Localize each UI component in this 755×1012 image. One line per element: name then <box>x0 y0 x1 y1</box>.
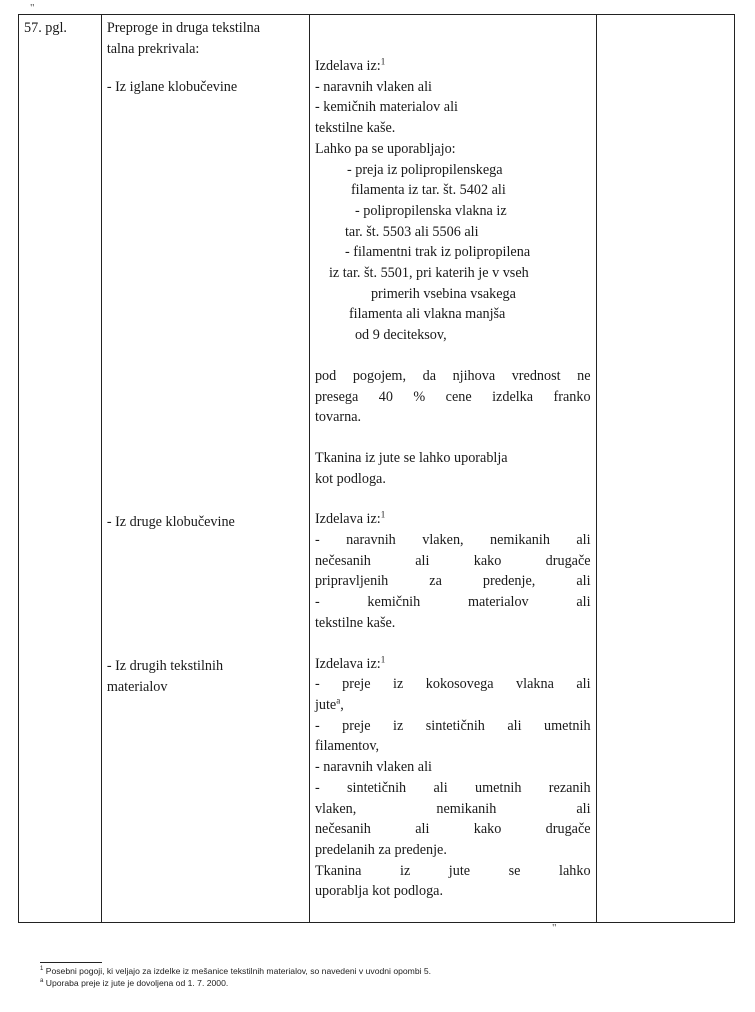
description-title-line-1: Preproge in druga tekstilna <box>106 20 261 36</box>
footnote-ref-1: 1 <box>380 56 386 67</box>
block1-indented-line: od 9 deciteksov, <box>354 327 447 344</box>
block3-line: nečesanih ali kako drugače <box>314 821 591 838</box>
block2-line: pripravljenih za predenje, ali <box>314 573 591 590</box>
subheading-other-felt: - Iz druge klobučevine <box>106 514 235 531</box>
block3-line: jute$^a$, <box>314 695 344 713</box>
block1-indented-line: filamenta ali vlakna manjša <box>348 306 506 323</box>
block3-line: Tkanina iz jute se lahko <box>314 862 591 879</box>
block2-intro: Izdelava iz:$^1$ <box>314 509 386 528</box>
table-row <box>19 15 735 923</box>
block1-indented-line: - filamentni trak iz polipropilena <box>344 244 531 261</box>
footnotes <box>40 965 730 989</box>
block1-line: - kemičnih materialov ali <box>314 99 458 116</box>
subheading-other-textiles-line-2: materialov <box>106 678 168 695</box>
block1-indented-line: - preja iz polipropilenskega <box>346 161 503 178</box>
block1-indented-line: iz tar. št. 5501, pri katerih je v vseh <box>328 265 529 282</box>
subheading-other-textiles-line-1: - Iz drugih tekstilnih <box>106 657 224 674</box>
block3-line: predelanih za predenje. <box>314 841 447 858</box>
footnote-1: $^1$ Posebni pogoji, ki veljajo za izdelke iz mešanice tekstilnih materialov, so navedeni v uvodni opombi 5. <box>40 966 432 976</box>
closing-quote-mark: " <box>552 922 557 934</box>
footnote-ref-a: a <box>336 695 341 706</box>
block1-indented-line: - polipropilenska vlakna iz <box>354 202 507 219</box>
heading-number: 57. pgl. <box>24 20 67 36</box>
block3-intro: Izdelava iz:$^1$ <box>314 653 386 672</box>
block2-line: - kemičnih materialov ali <box>314 594 591 611</box>
rules-cell <box>309 15 596 923</box>
description-title-line-2: talna prekrivala: <box>106 40 200 57</box>
block3-line: uporablja kot podloga. <box>314 883 444 900</box>
block3-line: - sintetičnih ali umetnih rezanih <box>314 779 591 796</box>
block1-jute-line: kot podloga. <box>314 470 386 487</box>
rules-table <box>18 14 735 923</box>
block3-line: - preje iz kokosovega vlakna ali <box>314 676 591 693</box>
footnote-ref-1: 1 <box>380 509 386 520</box>
subheading-needled-felt: - Iz iglane klobučevine <box>106 79 238 96</box>
block1-line: - naravnih vlaken ali <box>314 78 432 95</box>
block2-line: - naravnih vlaken, nemikanih ali <box>314 532 591 549</box>
footnote-ref-1: 1 <box>380 653 386 664</box>
block3-line: filamentov, <box>314 738 380 755</box>
block2-line: nečesanih ali kako drugače <box>314 552 591 569</box>
heading-cell <box>19 15 102 923</box>
footnote-divider <box>40 962 102 963</box>
block3-line: - preje iz sintetičnih ali umetnih <box>314 717 591 734</box>
description-cell <box>101 15 309 923</box>
footnote-a: $^a$ Uporaba preje iz jute je dovoljena od 1. 7. 2000. <box>40 978 229 988</box>
block1-condition-line: presega 40 % cene izdelka franko <box>314 388 591 405</box>
block2-line: tekstilne kaše. <box>314 614 396 631</box>
block3-line: vlaken, nemikanih ali <box>314 800 591 817</box>
block1-line: Lahko pa se uporabljajo: <box>314 140 456 157</box>
block1-condition-line: tovarna. <box>314 409 362 426</box>
block1-indented-line: filamenta iz tar. št. 5402 ali <box>350 182 506 199</box>
block1-intro: Izdelava iz:$^1$ <box>314 56 386 74</box>
block1-condition-line: pod pogojem, da njihova vrednost ne <box>314 367 591 384</box>
alternative-rules-cell <box>596 15 734 923</box>
block1-jute-line: Tkanina iz jute se lahko uporablja <box>314 449 508 466</box>
block1-line: tekstilne kaše. <box>314 120 396 137</box>
block1-indented-line: tar. št. 5503 ali 5506 ali <box>344 223 479 240</box>
block3-line: - naravnih vlaken ali <box>314 759 432 776</box>
opening-quote-mark: " <box>30 2 35 14</box>
block1-indented-line: primerih vsebina vsakega <box>370 285 516 302</box>
